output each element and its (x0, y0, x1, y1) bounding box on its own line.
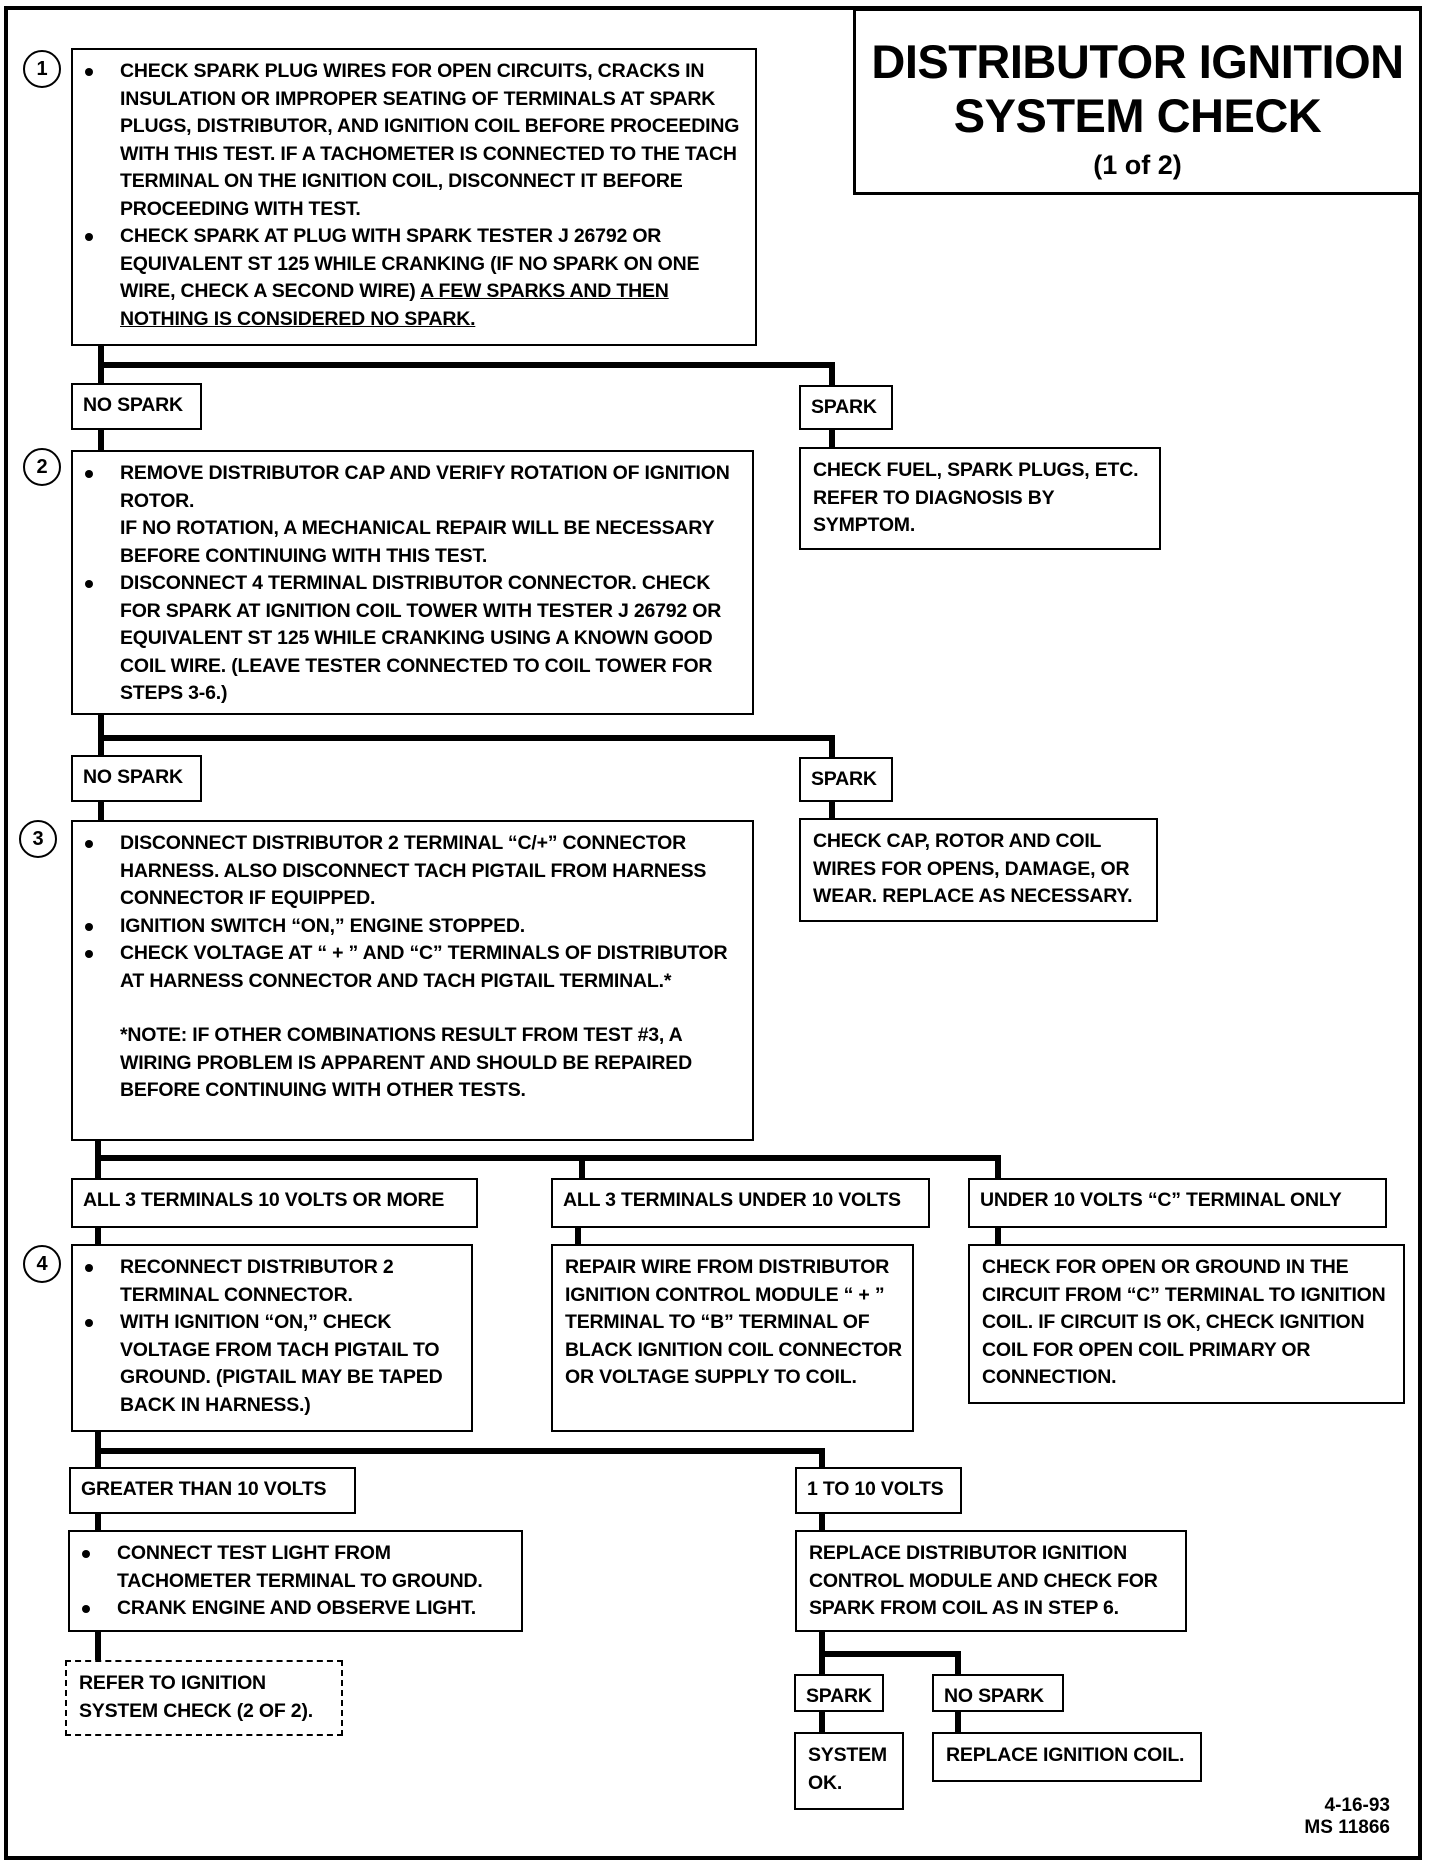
step-3-bullet-2: IGNITION SWITCH “ON,” ENGINE STOPPED. (85, 913, 742, 941)
step-2-bullet-1-text: REMOVE DISTRIBUTOR CAP AND VERIFY ROTATION OF IGNITION ROTOR. (120, 462, 730, 512)
box-system-ok: SYSTEM OK. (794, 1732, 904, 1810)
test-light-bullet-2: CRANK ENGINE AND OBSERVE LIGHT. (82, 1595, 511, 1623)
document-number: MS 11866 (1304, 1817, 1390, 1838)
step-2-marker: 2 (23, 448, 61, 486)
step-1-bullet-2-text: CHECK SPARK AT PLUG WITH SPARK TESTER J 26792 OR EQUIVALENT ST 125 WHILE CRANKING (IF NO SPARK ON ONE WIRE, CHECK A SECOND WIRE) (120, 225, 700, 302)
label-no-spark-2: NO SPARK (71, 755, 202, 802)
step-1-marker: 1 (23, 50, 61, 88)
document-code (1270, 1795, 1390, 1839)
step-2-bullet-2: DISCONNECT 4 TERMINAL DISTRIBUTOR CONNECTOR. CHECK FOR SPARK AT IGNITION COIL TOWER WITH TESTER J 26792 OR EQUIVALENT ST 125 WHILE CRANKING USING A KNOWN GOOD COIL WIRE. (LEAVE TESTER CONNECTED TO COIL TOWER FOR STEPS 3-6.) (85, 570, 742, 708)
label-1-to-10-volts: 1 TO 10 VOLTS (795, 1467, 962, 1514)
diagram-subtitle: (1 of 2) (1093, 150, 1182, 180)
box-check-cap-rotor: CHECK CAP, ROTOR AND COIL WIRES FOR OPENS, DAMAGE, OR WEAR. REPLACE AS NECESSARY. (799, 818, 1158, 922)
step-3-box (71, 820, 754, 1141)
label-c-terminal-only: UNDER 10 VOLTS “C” TERMINAL ONLY (968, 1178, 1387, 1228)
connector-4-split (98, 1451, 822, 1467)
step-4-marker: 4 (23, 1245, 61, 1283)
step-1-bullet-2 (85, 223, 745, 333)
step-3-note: *NOTE: IF OTHER COMBINATIONS RESULT FROM TEST #3, A WIRING PROBLEM IS APPARENT AND SHOULD BE REPAIRED BEFORE CONTINUING WITH OTHER TESTS. (120, 1024, 692, 1101)
step-2-box (71, 450, 754, 715)
box-connect-test-light (68, 1530, 523, 1632)
label-greater-than-10-volts: GREATER THAN 10 VOLTS (69, 1467, 356, 1514)
step-1-box (71, 48, 757, 346)
step-4-box (71, 1244, 473, 1432)
step-1-no-spark-definition: A FEW SPARKS AND THEN NOTHING IS CONSIDERED NO SPARK. (120, 280, 669, 330)
label-spark-2: SPARK (799, 757, 893, 802)
label-spark-3: SPARK (794, 1674, 884, 1712)
label-spark-1: SPARK (799, 385, 893, 430)
diagram-title: DISTRIBUTOR IGNITION SYSTEM CHECK (871, 35, 1404, 142)
connector-module-split (822, 1654, 958, 1674)
label-all-3-10-volts-or-more: ALL 3 TERMINALS 10 VOLTS OR MORE (71, 1178, 478, 1228)
box-repair-wire: REPAIR WIRE FROM DISTRIBUTOR IGNITION CONTROL MODULE “ + ” TERMINAL TO “B” TERMINAL OF BLACK IGNITION COIL CONNECTOR OR VOLTAGE SUPPLY TO COIL. (551, 1244, 914, 1432)
step-3-marker: 3 (19, 820, 57, 858)
title-box (853, 8, 1422, 195)
step-4-bullet-2: WITH IGNITION “ON,” CHECK VOLTAGE FROM TACH PIGTAIL TO GROUND. (PIGTAIL MAY BE TAPED BACK IN HARNESS.) (85, 1309, 461, 1419)
step-1-bullet-1: CHECK SPARK PLUG WIRES FOR OPEN CIRCUITS, CRACKS IN INSULATION OR IMPROPER SEATING OF TERMINALS AT SPARK PLUGS, DISTRIBUTOR, AND IGNITION COIL BEFORE PROCEEDING WITH THIS TEST. IF A TACHOMETER IS CONNECTED TO THE TACH TERMINAL ON THE IGNITION COIL, DISCONNECT IT BEFORE PROCEEDING WITH TEST. (85, 58, 745, 223)
label-all-3-under-10-volts: ALL 3 TERMINALS UNDER 10 VOLTS (551, 1178, 930, 1228)
box-replace-ignition-coil: REPLACE IGNITION COIL. (932, 1732, 1202, 1782)
test-light-bullet-1: CONNECT TEST LIGHT FROM TACHOMETER TERMINAL TO GROUND. (82, 1540, 511, 1595)
box-check-fuel: CHECK FUEL, SPARK PLUGS, ETC. REFER TO DIAGNOSIS BY SYMPTOM. (799, 447, 1161, 550)
connector-1-split (101, 365, 832, 384)
connector-2-split (101, 738, 832, 758)
step-2-bullet-1 (85, 460, 742, 570)
step-3-bullet-1: DISCONNECT DISTRIBUTOR 2 TERMINAL “C/+” CONNECTOR HARNESS. ALSO DISCONNECT TACH PIGTAIL FROM HARNESS CONNECTOR IF EQUIPPED. (85, 830, 742, 913)
box-replace-module: REPLACE DISTRIBUTOR IGNITION CONTROL MODULE AND CHECK FOR SPARK FROM COIL AS IN STEP 6. (795, 1530, 1187, 1632)
connector-3-split (98, 1158, 998, 1178)
box-check-open-ground: CHECK FOR OPEN OR GROUND IN THE CIRCUIT FROM “C” TERMINAL TO IGNITION COIL. IF CIRCUIT IS OK, CHECK IGNITION COIL FOR OPEN COIL PRIMARY OR CONNECTION. (968, 1244, 1405, 1404)
document-date: 4-16-93 (1324, 1795, 1390, 1816)
step-3-bullet-3: CHECK VOLTAGE AT “ + ” AND “C” TERMINALS OF DISTRIBUTOR AT HARNESS CONNECTOR AND TACH PIGTAIL TERMINAL.* (85, 940, 742, 995)
label-no-spark-1: NO SPARK (71, 383, 202, 430)
step-4-bullet-1: RECONNECT DISTRIBUTOR 2 TERMINAL CONNECTOR. (85, 1254, 461, 1309)
label-no-spark-3: NO SPARK (932, 1674, 1064, 1712)
step-2-no-rotation-note: IF NO ROTATION, A MECHANICAL REPAIR WILL BE NECESSARY BEFORE CONTINUING WITH THIS TEST. (120, 517, 714, 567)
box-refer-to-system-check-2: REFER TO IGNITION SYSTEM CHECK (2 OF 2). (65, 1660, 343, 1736)
